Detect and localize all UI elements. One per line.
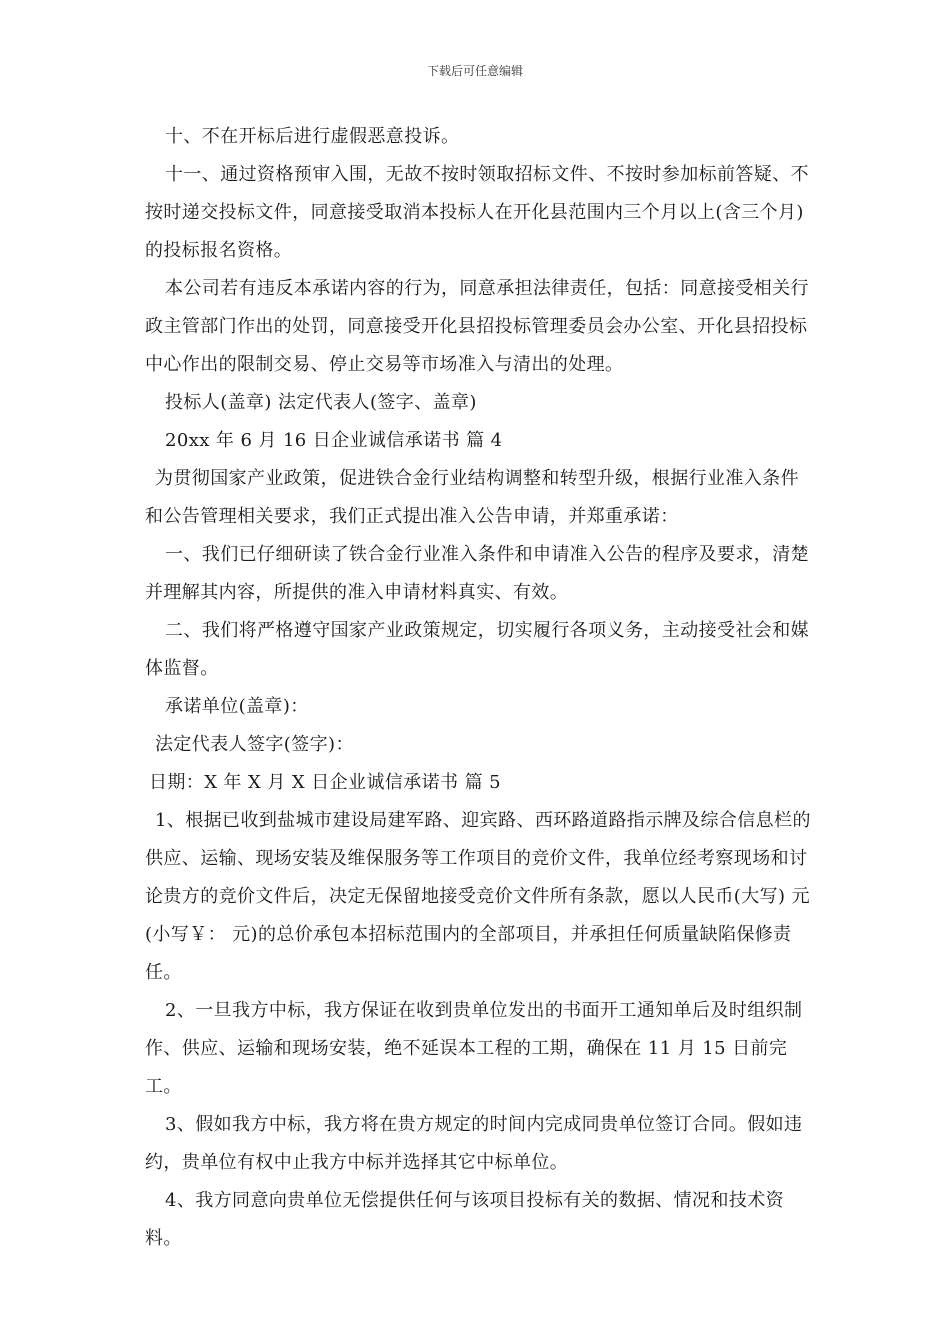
page-header: 下载后可任意编辑 xyxy=(426,64,523,78)
paragraph-clause-11: 十一、通过资格预审入围，无故不按时领取招标文件、不按时参加标前答疑、不按时递交投标文件，同意接受取消本投标人在开化县范围内三个月以上(含三个月)的投标报名资格。 xyxy=(145,164,809,261)
paragraph-bid-item-1: 1、根据已收到盐城市建设局建军路、迎宾路、西环路道路指示牌及综合信息栏的供应、运输、现场安装及维保服务等工作项目的竞价文件，我单位经考察现场和讨论贵方的竞价文件后，决定无保留地接受竞价文件所有条款，愿以人民币(大写) 元(小写￥： 元)的总价承包本招标范围内的全部项目，并承担任何质量缺陷保修责任。 xyxy=(145,810,811,983)
paragraph-bid-item-3: 3、假如我方中标，我方将在贵方规定的时间内完成同贵单位签订合同。假如违约，贵单位有权中止我方中标并选择其它中标单位。 xyxy=(145,1114,803,1173)
paragraph-date-section-5: 日期：X 年 X 月 X 日企业诚信承诺书 篇 5 xyxy=(149,772,501,793)
paragraph-legal-rep-signature: 法定代表人签字(签字)： xyxy=(155,734,354,755)
document-body xyxy=(145,118,815,1258)
paragraph-policy-intro: 为贯彻国家产业政策，促进铁合金行业结构调整和转型升级，根据行业准入条件和公告管理相关要求，我们正式提出准入公告申请，并郑重承诺： xyxy=(145,468,799,527)
paragraph-bidder-signature: 投标人(盖章) 法定代表人(签字、盖章) xyxy=(165,392,477,413)
paragraph-legal-liability: 本公司若有违反本承诺内容的行为，同意承担法律责任，包括：同意接受相关行政主管部门作出的处罚，同意接受开化县招投标管理委员会办公室、开化县招投标中心作出的限制交易、停止交易等市场准入与清出的处理。 xyxy=(145,278,809,375)
paragraph-committing-unit: 承诺单位(盖章)： xyxy=(165,696,309,717)
paragraph-date-section-4: 20xx 年 6 月 16 日企业诚信承诺书 篇 4 xyxy=(165,430,503,451)
paragraph-item-2: 二、我们将严格遵守国家产业政策规定，切实履行各项义务，主动接受社会和媒体监督。 xyxy=(145,620,809,679)
paragraph-bid-item-2: 2、一旦我方中标，我方保证在收到贵单位发出的书面开工通知单后及时组织制作、供应、运输和现场安装，绝不延误本工程的工期，确保在 11 月 15 日前完工。 xyxy=(145,1000,803,1097)
paragraph-item-1: 一、我们已仔细研读了铁合金行业准入条件和申请准入公告的程序及要求，清楚并理解其内容，所提供的准入申请材料真实、有效。 xyxy=(145,544,809,603)
paragraph-clause-10: 十、不在开标后进行虚假恶意投诉。 xyxy=(165,126,460,147)
paragraph-bid-item-4: 4、我方同意向贵单位无偿提供任何与该项目投标有关的数据、情况和技术资料。 xyxy=(145,1190,785,1249)
